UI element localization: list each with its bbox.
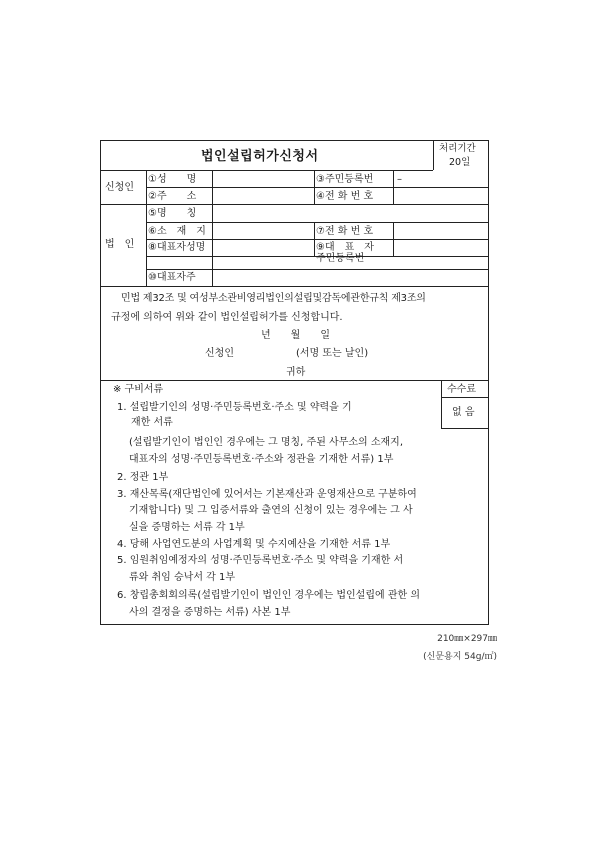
document-line: (설립발기인이 법인인 경우에는 그 명칭, 주된 사무소의 소재지, [129, 437, 404, 448]
addressee: 귀하 [286, 367, 306, 378]
rule [433, 141, 434, 170]
rule [393, 170, 394, 204]
applicant-resident-no-label: ③주민등록번 [316, 174, 374, 185]
rule [146, 187, 489, 188]
applicant-resident-no-value[interactable]: – [397, 174, 402, 185]
rule [101, 286, 489, 287]
rule [146, 239, 489, 240]
paper-size: 210㎜×297㎜ [437, 634, 497, 644]
document-line: 류와 취임 승낙서 각 1부 [129, 572, 236, 583]
document-line: 사의 결정을 증명하는 서류) 사본 1부 [129, 607, 291, 618]
statement-date: 년 월 일 [261, 330, 330, 341]
fee-label: 수수료 [447, 384, 476, 395]
rule [146, 269, 489, 270]
corporation-section-label: 법 인 [105, 239, 135, 250]
rule [101, 170, 433, 171]
sign-note: (서명 또는 날인) [296, 348, 369, 359]
documents-header: ※ 구비서류 [113, 384, 164, 395]
rule [441, 380, 442, 428]
statement-line-1: 민법 제32조 및 여성부소관비영리법인의설립및감독에관한규칙 제3조의 [121, 293, 426, 304]
document-line: 기재합니다) 및 그 입증서류와 출연의 신청이 있는 경우에는 그 사 [129, 505, 413, 516]
document-line: 재한 서류 [131, 417, 173, 428]
application-form [100, 140, 489, 625]
document-line: 4. 당해 사업연도분의 사업계획 및 수지예산을 기재한 서류 1부 [117, 539, 391, 550]
document-line: 3. 재산목록(재단법인에 있어서는 기본재산과 운영재산으로 구분하여 [117, 489, 417, 500]
signer-label: 신청인 [205, 348, 234, 359]
rule [101, 204, 489, 205]
rule [146, 222, 489, 223]
paper-type: (신문용지 54g/㎡) [423, 652, 497, 662]
corporation-name-label: ⑤명 칭 [148, 208, 197, 219]
applicant-phone-label: ④전 화 번 호 [316, 191, 374, 202]
document-line: 2. 정관 1부 [117, 472, 169, 483]
applicant-section-label: 신청인 [105, 182, 134, 193]
rule [393, 222, 394, 256]
rule [146, 170, 147, 286]
statement-line-2: 규정에 의하여 위와 같이 법인설립허가를 신청합니다. [111, 312, 343, 323]
rule [101, 380, 489, 381]
document-line: 1. 설립발기인의 성명·주민등록번호·주소 및 약력을 기 [117, 402, 352, 413]
applicant-address-label: ②주 소 [148, 191, 197, 202]
corporation-phone-label: ⑦전 화 번 호 [316, 226, 374, 237]
form-title: 법인설립허가신청서 [201, 149, 319, 164]
rule [441, 397, 489, 398]
processing-period-label: 처리기간 [439, 143, 476, 154]
representative-address-label: ⑩대표자주 [148, 272, 196, 283]
fee-value: 없 음 [452, 407, 475, 418]
representative-name-label: ⑧대표자성명 [148, 242, 206, 253]
rule [212, 170, 213, 286]
rule [314, 170, 315, 204]
rule [441, 428, 489, 429]
processing-period-value: 20일 [449, 157, 471, 168]
applicant-name-label: ①성 명 [148, 174, 197, 185]
rule [314, 222, 315, 256]
document-line: 대표자의 성명·주민등록번호·주소와 정관을 기재한 서류) 1부 [129, 454, 394, 465]
document-line: 6. 창립총회회의록(설립발기인이 법인인 경우에는 법인설립에 관한 의 [117, 590, 420, 601]
document-line: 실을 증명하는 서류 각 1부 [129, 522, 245, 533]
representative-resident-label: ⑨대 표 자 주민등록번 [316, 242, 374, 264]
document-line: 5. 임원취임예정자의 성명·주민등록번호·주소 및 약력을 기재한 서 [117, 555, 404, 566]
corporation-location-label: ⑥소 재 지 [148, 226, 206, 237]
